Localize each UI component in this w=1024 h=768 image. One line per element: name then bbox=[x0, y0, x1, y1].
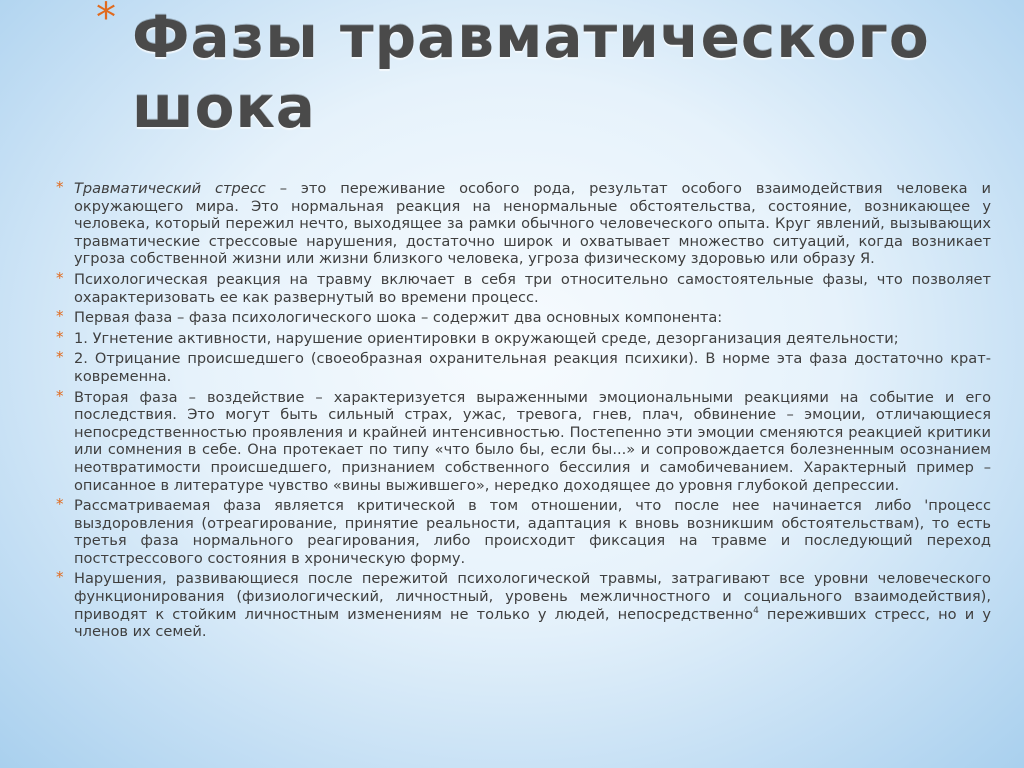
slide-title: Фазы травматического шока bbox=[132, 3, 930, 141]
paragraph-text: Нарушения, развивающиеся после пережитой психологической травмы, затрагивают все уровни человеческого функционирования (физиологический, личностный, уровень межличностного и социального взаимодействия), приводят к стойким личностным изменениям не только у людей, непосредственно bbox=[74, 570, 991, 623]
bullet-star-icon: * bbox=[56, 327, 64, 346]
list-item bbox=[56, 350, 991, 385]
list-item bbox=[56, 570, 991, 640]
paragraph-text-after: переживших стресс, но и у членов их семей. bbox=[74, 605, 991, 641]
bullet-star-icon: * bbox=[56, 386, 64, 405]
paragraph-text: Вторая фаза – воздействие – характеризуется выраженными эмоциональными реакциями на событие и его последствия. Это могут быть сильный страх, ужас, тревога, гнев, плач, обвинение – эмоции, отличающиеся непосредственностью проявления и крайней интенсивностью. Постепенно эти эмоции сменяются реакцией критики или сомнения в себе. Она протекает по типу «что было бы, если бы...» и сопровождается болезненным осознанием неотвратимости происшедшего, признанием собственного бессилия и самобичеванием. Характерный пример – описанное в литературе чувство «вины выжившего», нередко доходящее до уровня глубокой депрессии. bbox=[74, 388, 991, 494]
bullet-star-icon: * bbox=[56, 495, 64, 514]
list-item bbox=[56, 386, 991, 495]
bullet-star-icon: * bbox=[56, 307, 64, 326]
term-emphasis: Травматический стресс bbox=[74, 180, 266, 197]
list-item bbox=[56, 180, 991, 268]
bullet-star-icon: * bbox=[56, 178, 64, 196]
list-item bbox=[56, 309, 991, 327]
bullet-star-icon: * bbox=[56, 568, 64, 587]
paragraph-text: Психологическая реакция на травму включает в себя три относительно самостоятельные фазы, что позволяет охарактеризовать ее как развернутый во времени процесс. bbox=[74, 270, 991, 306]
paragraph-text: – это переживание особого рода, результат особого взаимодействия человека и окружающего мира. Это нормальная реакция на ненормальные обстоятельства, состояние, возникающее у человека, который пережил нечто, выходящее за рамки обычного человеческого опыта. Круг явлений, вызывающих травматические стрессовые нарушения, достаточно широк и охватывает множество ситуаций, когда возникает угроза собственной жизни или жизни близкого человека, угроза физическому здоровью или образу Я. bbox=[74, 180, 992, 268]
paragraph-text: Рассматриваемая фаза является критической в том отношении, что после нее начинается либо 'процесс выздоровления (отреагирование, принятие реальности, адаптация к вновь возникшим обстоятельствам), то есть третья фаза нормального реагирования, либо происходит фиксация на травме и последующий переход постстрессового состояния в хроническую форму. bbox=[74, 497, 991, 567]
bullet-star-icon: * bbox=[56, 348, 64, 367]
list-item bbox=[56, 497, 991, 567]
footnote-marker: 4 bbox=[753, 605, 759, 616]
paragraph-text: Первая фаза – фаза психологического шока – содержит два основных компонента: bbox=[74, 309, 723, 327]
bullet-star-icon: * bbox=[56, 268, 64, 287]
title-star-icon: * bbox=[96, 0, 116, 41]
paragraph-text: 1. Угнетение активности, нарушение ориентировки в окружающей среде, дезорганизация деятельности; bbox=[74, 329, 899, 347]
paragraph-text: 2. Отрицание происшедшего (своеобразная охранительная реакция психики). В норме эта фаза достаточно крат-ковременна. bbox=[74, 350, 991, 385]
list-item bbox=[56, 268, 991, 306]
bullet-list bbox=[56, 180, 991, 644]
list-item bbox=[56, 327, 991, 348]
